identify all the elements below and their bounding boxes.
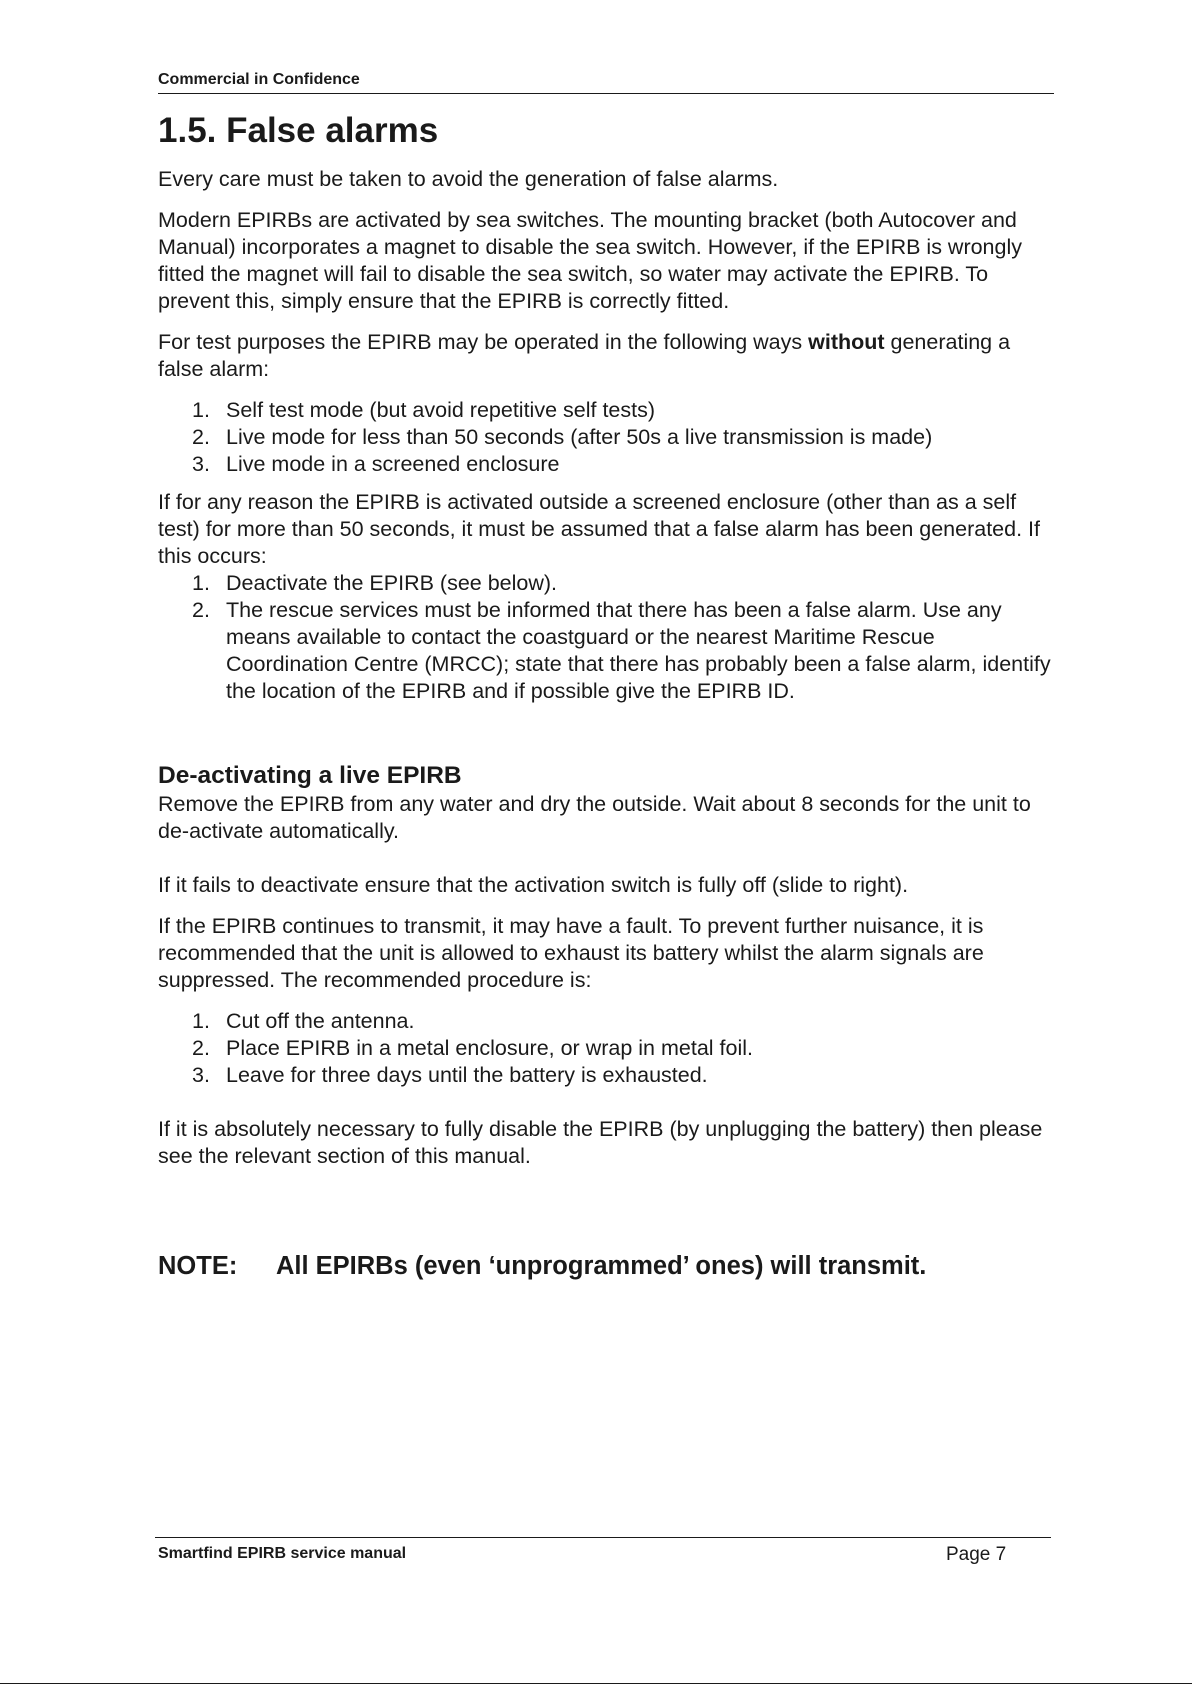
list-item: 1. Deactivate the EPIRB (see below). <box>192 571 558 595</box>
note-text: All EPIRBs (even ‘unprogrammed’ ones) will transmit. <box>276 1252 927 1280</box>
page-content <box>158 110 1058 1282</box>
fails-paragraph: If it fails to deactivate ensure that the activation switch is fully off (slide to right). <box>158 873 909 897</box>
document-title: Smartfind EPIRB service manual <box>158 1545 407 1562</box>
list-item: 1. Cut off the antenna. <box>192 1009 415 1033</box>
list-item: 2. The rescue services must be informed that there has been a false alarm. Use any means available to contact the coastguard or the nearest Maritime Rescue Coordination Centre (MRCC); state that there has probably been a false alarm, identify the location of the EPIRB and if possible give the EPIRB ID. <box>192 598 1051 703</box>
if-occurs-list <box>158 570 1058 705</box>
test-purposes-paragraph <box>158 329 1058 383</box>
page-number: Page 7 <box>946 1544 1007 1565</box>
procedure-list <box>158 1008 1058 1089</box>
disable-paragraph: If it is absolutely necessary to fully disable the EPIRB (by unplugging the battery) then please see the relevant section of this manual. <box>158 1117 1043 1168</box>
deactivating-heading: De-activating a live EPIRB <box>158 762 462 789</box>
continues-paragraph: If the EPIRB continues to transmit, it may have a fault. To prevent further nuisance, it is recommended that the unit is allowed to exhaust its battery whilst the alarm signals are suppressed. The recommended procedure is: <box>158 914 984 992</box>
bottom-divider <box>0 1683 1192 1684</box>
list-item: 2. Place EPIRB in a metal enclosure, or wrap in metal foil. <box>192 1036 753 1060</box>
test-text-bold: without <box>808 330 885 354</box>
test-text-before: For test purposes the EPIRB may be operated in the following ways <box>158 330 809 354</box>
list-item: 3. Leave for three days until the battery is exhausted. <box>192 1063 708 1087</box>
confidentiality-label: Commercial in Confidence <box>158 71 360 88</box>
activated-paragraph: If for any reason the EPIRB is activated outside a screened enclosure (other than as a self test) for more than 50 seconds, it must be assumed that a false alarm has been generated. If this occurs: <box>158 490 1040 568</box>
test-modes-list <box>158 397 1058 478</box>
list-item: 2. Live mode for less than 50 seconds (after 50s a live transmission is made) <box>192 425 933 449</box>
page-header <box>158 71 1054 94</box>
list-item: 1. Self test mode (but avoid repetitive self tests) <box>192 398 656 422</box>
test-text-after: generating a false alarm: <box>158 330 1011 381</box>
note-line <box>158 1250 1058 1282</box>
intro-paragraph: Every care must be taken to avoid the generation of false alarms. <box>158 167 779 191</box>
section-title: 1.5. False alarms <box>158 111 439 150</box>
page-footer <box>155 1537 1051 1569</box>
sea-switch-paragraph: Modern EPIRBs are activated by sea switches. The mounting bracket (both Autocover and Manual) incorporates a magnet to disable the sea switch. However, if the EPIRB is wrongly fitted the magnet will fail to disable the sea switch, so water may activate the EPIRB. To prevent this, simply ensure that the EPIRB is correctly fitted. <box>158 208 1022 313</box>
list-item: 3. Live mode in a screened enclosure <box>192 452 560 476</box>
remove-paragraph: Remove the EPIRB from any water and dry the outside. Wait about 8 seconds for the unit to de-activate automatically. <box>158 792 1031 843</box>
note-label: NOTE: <box>158 1252 238 1280</box>
